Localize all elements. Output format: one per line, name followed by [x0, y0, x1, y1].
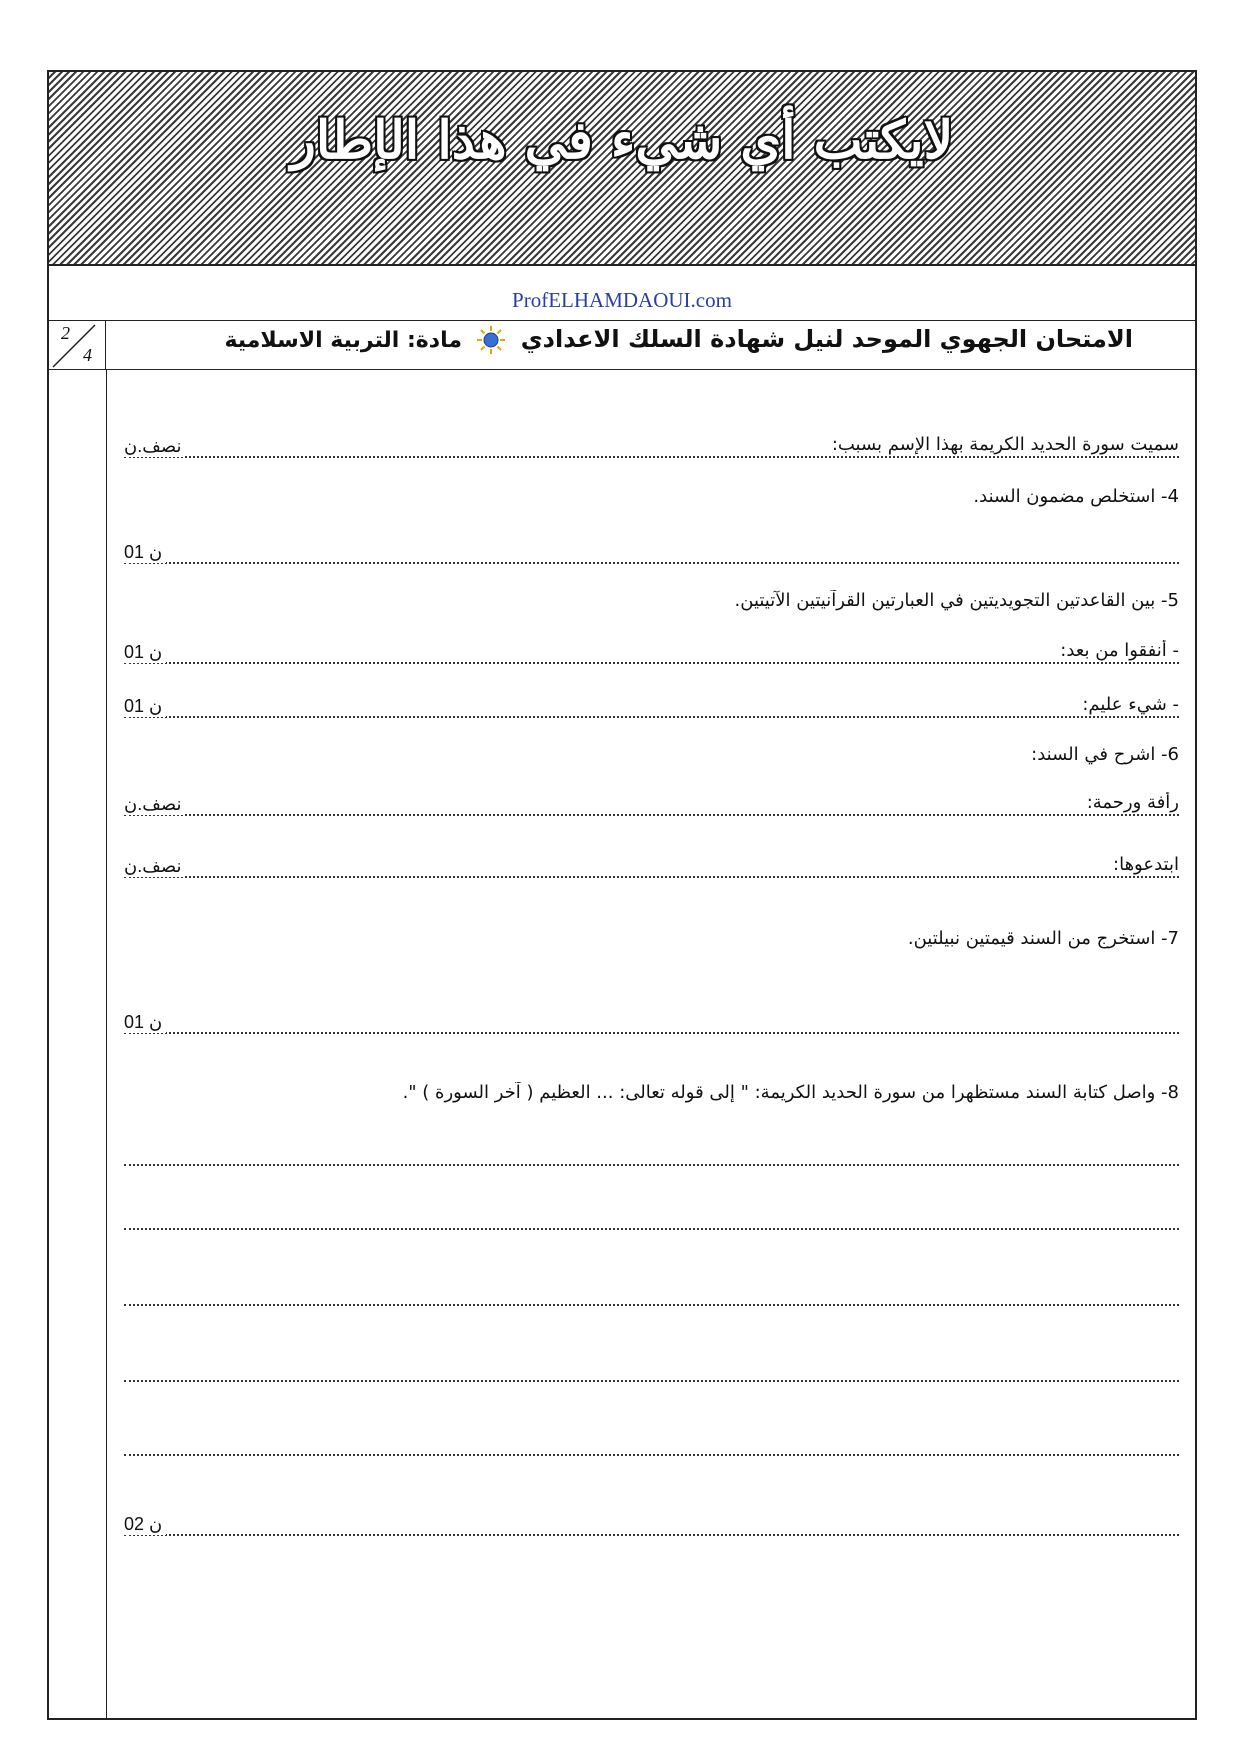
- points-label: 01 ن: [124, 696, 166, 717]
- points-label: 01 ن: [124, 1012, 166, 1033]
- grading-margin: [106, 370, 107, 1718]
- points-label: 01 ن: [124, 542, 166, 563]
- do-not-write-area: [49, 72, 1195, 266]
- question-6: 6- اشرح في السند:: [1031, 744, 1179, 765]
- answer-line[interactable]: [124, 540, 1179, 570]
- exam-title: [224, 325, 1133, 355]
- points-label: 02 ن: [124, 1514, 166, 1535]
- points-label: نصف.ن: [124, 856, 185, 877]
- site-watermark: ProfELHAMDAOUI.com: [512, 288, 732, 312]
- answer-line[interactable]: - أنفقوا من بعد: 01 ن: [124, 640, 1179, 662]
- question-8: 8- واصل كتابة السند مستظهرا من سورة الحديد الكريمة: " إلى قوله تعالى: ... العظيم ( آخر السورة ) ".: [402, 1082, 1179, 1103]
- answer-line[interactable]: [124, 1010, 1179, 1040]
- answer-line[interactable]: [124, 1282, 1179, 1312]
- exam-subject: مادة: التربية الاسلامية: [224, 328, 462, 353]
- answer-line[interactable]: ابتدعوها: نصف.ن: [124, 854, 1179, 876]
- answer-line[interactable]: رأفة ورحمة: نصف.ن: [124, 792, 1179, 814]
- answer-line[interactable]: [124, 1206, 1179, 1236]
- exam-frame: [47, 70, 1197, 1720]
- answer-line[interactable]: سميت سورة الحديد الكريمة بهذا الإسم بسبب: نصف.ن: [124, 434, 1179, 456]
- question-4: 4- استخلص مضمون السند.: [973, 486, 1179, 507]
- page-current: 2: [61, 323, 70, 343]
- exam-name: الامتحان الجهوي الموحد لنيل شهادة السلك الاعدادي: [520, 325, 1133, 353]
- page-number-box: [49, 321, 106, 369]
- question-7: 7- استخرج من السند قيمتين نبيلتين.: [907, 928, 1179, 949]
- sun-icon: [476, 325, 506, 355]
- page-divider-icon: [49, 321, 105, 371]
- answer-line[interactable]: - شيء عليم: 01 ن: [124, 694, 1179, 716]
- page-total: 4: [83, 345, 92, 365]
- points-label: نصف.ن: [124, 436, 185, 457]
- question-5: 5- بين القاعدتين التجويديتين في العبارتين القرآنيتين الآتيتين.: [734, 590, 1179, 611]
- exam-header: [49, 320, 1195, 370]
- answer-line[interactable]: [124, 1142, 1179, 1172]
- answer-line[interactable]: [124, 1358, 1179, 1388]
- points-label: 01 ن: [124, 642, 166, 663]
- points-label: نصف.ن: [124, 794, 185, 815]
- answer-line[interactable]: [124, 1432, 1179, 1462]
- answer-line[interactable]: [124, 1512, 1179, 1542]
- do-not-write-banner: لايكتب أي شيء في هذا الإطار: [290, 110, 954, 171]
